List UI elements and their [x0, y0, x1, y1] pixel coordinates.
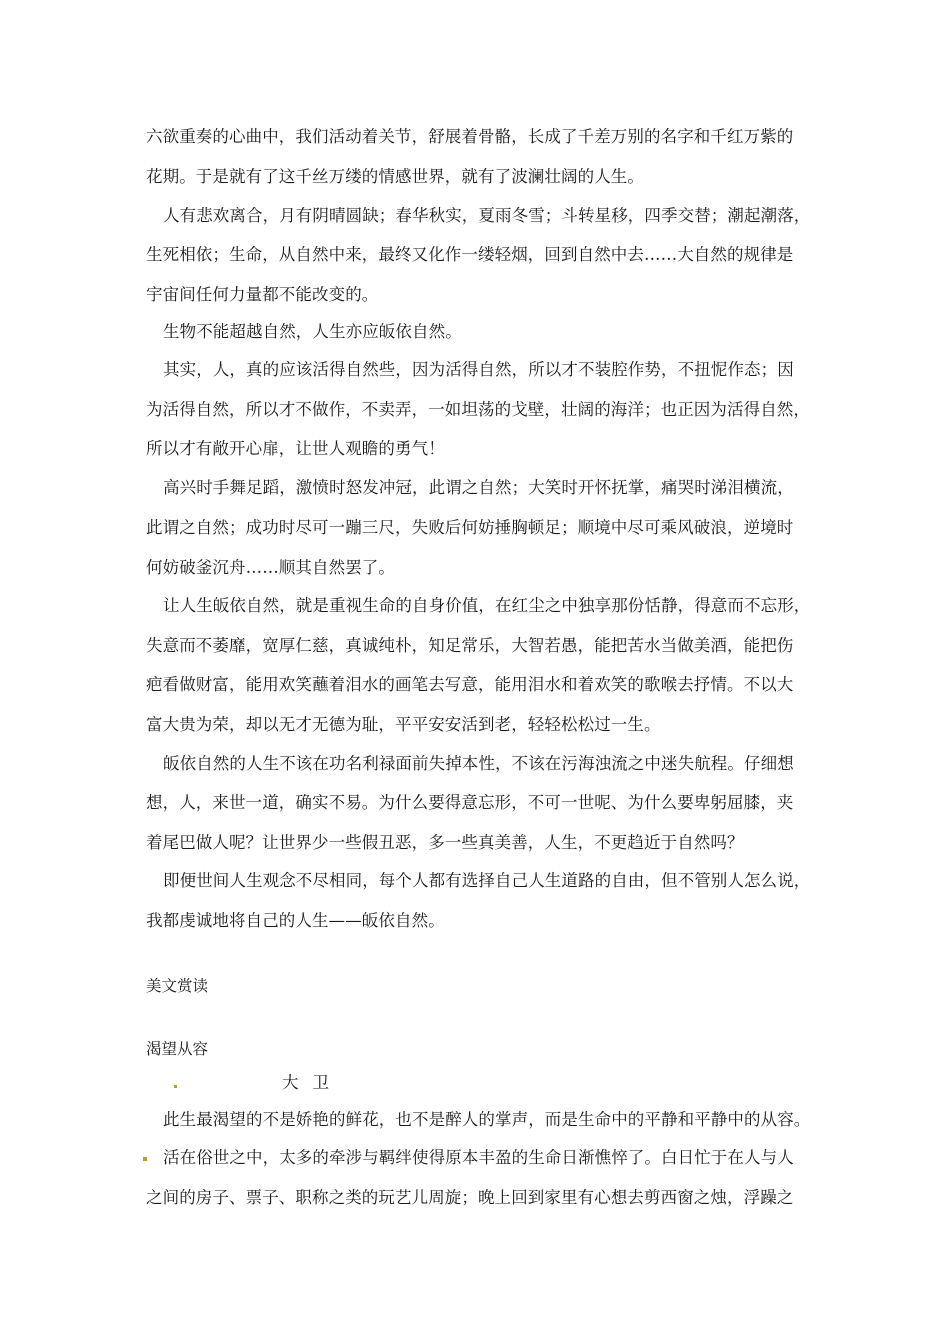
text-line: 六欲重奏的心曲中，我们活动着关节，舒展着骨骼，长成了千差万别的名字和千红万紫的	[146, 127, 794, 146]
text-line: 生死相依；生命，从自然中来，最终又化作一缕轻烟，回到自然中去……大自然的规律是	[146, 245, 794, 264]
text-line: 宇宙间任何力量都不能改变的。	[146, 285, 379, 304]
text-line: 此生最渴望的不是娇艳的鲜花，也不是醉人的掌声，而是生命中的平静和平静中的从容。	[163, 1110, 811, 1129]
text-line: 所以才有敞开心扉，让世人观瞻的勇气！	[146, 439, 445, 458]
text-line: 想，人，来世一道，确实不易。为什么要得意忘形，不可一世呢、为什么要卑躬屈膝，夹	[146, 793, 794, 812]
article-title: 渴望从容	[146, 1040, 209, 1058]
text-line: 失意而不萎靡，宽厚仁慈，真诚纯朴，知足常乐，大智若愚，能把苦水当做美酒，能把伤	[146, 636, 794, 655]
text-line: 高兴时手舞足蹈，激愤时怒发冲冠，此谓之自然；大笑时开怀抚掌，痛哭时涕泪横流，	[163, 478, 794, 497]
text-line: 人有悲欢离合，月有阴晴圆缺；春华秋实，夏雨冬雪；斗转星移，四季交替；潮起潮落，	[163, 206, 811, 225]
decorative-dot	[174, 1085, 177, 1088]
text-line: 为活得自然，所以才不做作，不卖弄，一如坦荡的戈壁，壮阔的海洋；也正因为活得自然，	[146, 400, 810, 419]
section-heading: 美文赏读	[146, 977, 209, 995]
decorative-dot	[143, 1157, 147, 1161]
text-line: 花期。于是就有了这千丝万缕的情感世界，就有了波澜壮阔的人生。	[146, 167, 644, 186]
text-line: 疤看做财富，能用欢笑蘸着泪水的画笔去写意，能用泪水和着欢笑的歌喉去抒情。不以大	[146, 675, 794, 694]
text-line: 之间的房子、票子、职称之类的玩艺儿周旋；晚上回到家里有心想去剪西窗之烛，浮躁之	[146, 1188, 794, 1207]
text-line: 皈依自然的人生不该在功名利禄面前失掉本性，不该在污海浊流之中迷失航程。仔细想	[163, 754, 794, 773]
text-line: 即便世间人生观念不尽相同，每个人都有选择自己人生道路的自由，但不管别人怎么说，	[163, 871, 811, 890]
text-line: 生物不能超越自然，人生亦应皈依自然。	[163, 322, 462, 341]
text-line: 其实，人，真的应该活得自然些，因为活得自然，所以才不装腔作势，不扭怩作态；因	[163, 360, 794, 379]
text-line: 活在俗世之中，太多的牵涉与羁绊使得原本丰盈的生命日渐憔悴了。白日忙于在人与人	[163, 1148, 794, 1167]
text-line: 着尾巴做人呢？让世界少一些假丑恶，多一些真美善，人生，不更趋近于自然吗？	[146, 833, 744, 852]
article-author: 大卫	[282, 1073, 343, 1092]
text-line: 富大贵为荣，却以无才无德为耻，平平安安活到老，轻轻松松过一生。	[146, 715, 661, 734]
text-line: 我都虔诚地将自己的人生——皈依自然。	[146, 911, 445, 930]
text-line: 此谓之自然；成功时尽可一蹦三尺，失败后何妨捶胸顿足；顺境中尽可乘风破浪，逆境时	[146, 518, 794, 537]
text-line: 何妨破釜沉舟……顺其自然罢了。	[146, 558, 395, 577]
text-line: 让人生皈依自然，就是重视生命的自身价值，在红尘之中独享那份恬静，得意而不忘形，	[163, 596, 811, 615]
